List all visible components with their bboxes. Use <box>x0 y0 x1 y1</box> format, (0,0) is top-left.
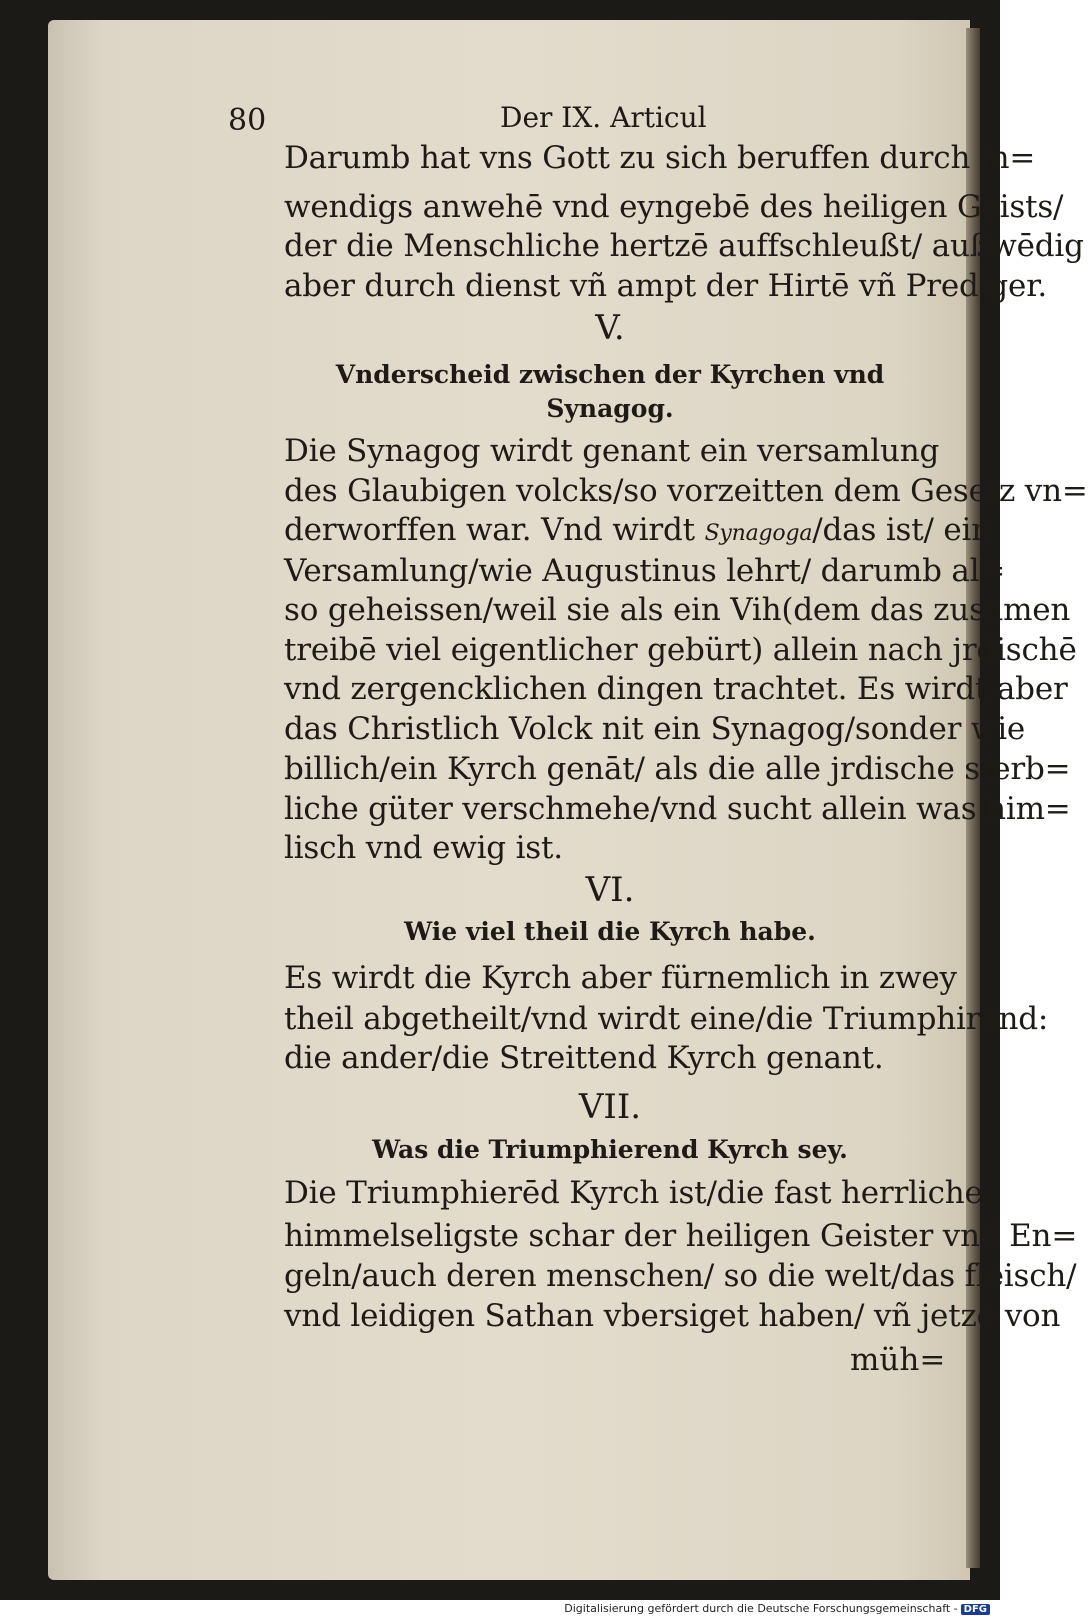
section-number: VII. <box>578 1087 642 1127</box>
section-title: Synagog. <box>546 394 674 423</box>
text-line: die ander/die Streittend Kyrch genant. <box>284 1040 884 1076</box>
text-line: liche güter verschmehe/vnd sucht allein was him= <box>284 791 1071 827</box>
catchword: müh= <box>850 1342 946 1378</box>
text-line: Darumb hat vns Gott zu sich beruffen durch in= <box>284 140 1036 176</box>
text-line: treibē viel eigentlicher gebürt) allein nach jrdischē <box>284 632 1077 668</box>
text-line: aber durch dienst vñ ampt der Hirtē vñ Prediger. <box>284 268 1048 304</box>
text-line: Es wirdt die Kyrch aber fürnemlich in zwey <box>284 960 957 996</box>
text-line <box>284 512 991 548</box>
section-number: V. <box>595 308 625 348</box>
section-number: VI. <box>585 870 635 910</box>
section-title: Wie viel theil die Kyrch habe. <box>404 917 816 946</box>
dfg-logo: DFG <box>961 1604 990 1615</box>
text-segment: /das ist/ ein <box>812 512 992 548</box>
text-line: vnd zergencklichen dingen trachtet. Es wirdt aber <box>284 671 1068 707</box>
running-head: Der IX. Articul <box>500 101 707 134</box>
digitization-credit <box>564 1602 990 1615</box>
text-line: billich/ein Kyrch genāt/ als die alle jrdische sterb= <box>284 751 1071 787</box>
text-line: der die Menschliche hertzē auffschleußt/ außwēdig <box>284 228 1084 264</box>
text-line: des Glaubigen volcks/so vorzeitten dem Gesetz vn= <box>284 473 1088 509</box>
latin-term: Synagoga <box>704 521 813 546</box>
page-number: 80 <box>228 103 267 138</box>
text-line: Die Triumphierēd Kyrch ist/die fast herrliche <box>284 1175 983 1211</box>
text-line: Versamlung/wie Augustinus lehrt/ darumb al= <box>284 553 1006 589</box>
text-line: vnd leidigen Sathan vbersiget haben/ vñ jetzo von <box>284 1298 1061 1334</box>
credit-text: Digitalisierung gefördert durch die Deutsche Forschungsgemeinschaft - <box>564 1602 958 1615</box>
text-line: so geheissen/weil sie als ein Vih(dem das zusamen <box>284 592 1071 628</box>
section-title: Was die Triumphierend Kyrch sey. <box>372 1135 848 1164</box>
text-segment: derworffen war. Vnd wirdt <box>284 512 695 548</box>
section-title: Vnderscheid zwischen der Kyrchen vnd <box>335 360 885 389</box>
text-line: theil abgetheilt/vnd wirdt eine/die Triumphirend: <box>284 1001 1049 1037</box>
text-line: lisch vnd ewig ist. <box>284 830 563 866</box>
text-line: Die Synagog wirdt genant ein versamlung <box>284 433 940 469</box>
text-line: himmelseligste schar der heiligen Geister vnd En= <box>284 1218 1078 1254</box>
text-line: das Christlich Volck nit ein Synagog/sonder wie <box>284 711 1026 747</box>
text-line: wendigs anwehē vnd eyngebē des heiligen Geists/ <box>284 189 1064 225</box>
text-line: geln/auch deren menschen/ so die welt/das fleisch/ <box>284 1258 1077 1294</box>
